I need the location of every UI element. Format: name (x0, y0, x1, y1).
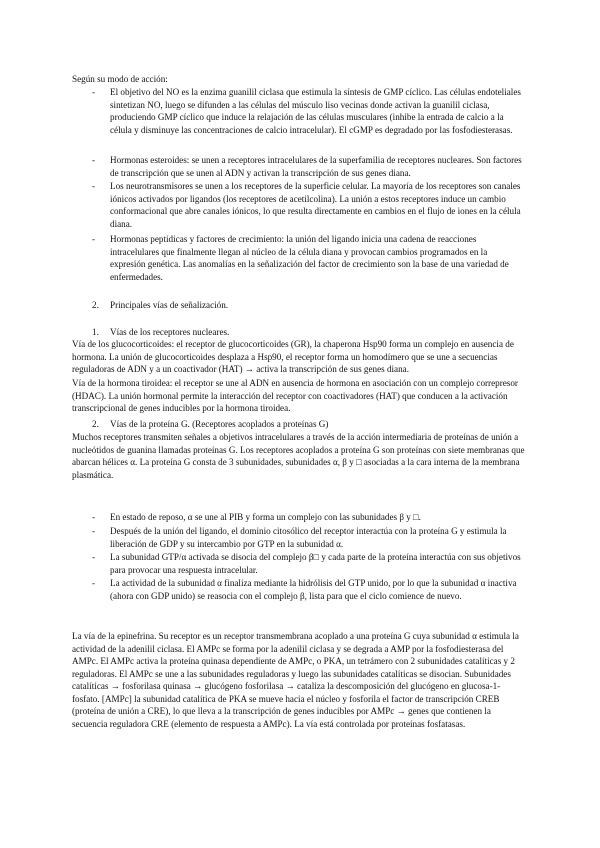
bullet-dash: - (92, 155, 96, 165)
bullet-dash: - (92, 526, 96, 536)
epinephrine-paragraph: La vía de la epinefrina. Su receptor es un receptor transmembrana acoplado a una proteína G cuya subunidad α estimula la actividad de la adenilil ciclasa. El AMPc se forma por la adenilil ciclasa y se degrada a AMP por la fosfodiesterasa del AMPc. El AMPc activa la proteína quinasa dependiente de AMPc, o PKA, un tetrámero con 2 subunidades catalíticas y 2 reguladoras. El AMPc se une a las subunidades reguladoras y luego las subunidades catalíticas se disocian. Subunidades catalíticas → fosforilasa quinasa → glucógeno fosforilasa → cataliza la descomposición del glucógeno en glucosa-1-fosfato. [AMPc] la subunidad catalítica de PKA se mueve hacia el núcleo y fosforila el factor de transcripción CREB (proteína de unión a CRE), lo que lleva a la transcripción de genes inducibles por AMPc → genes que contienen la secuencia reguladora CRE (elemento de respuesta a AMPc). La vía está controlada por proteínas fosfatasas. (72, 631, 519, 729)
subsection-title: Vías de la proteína G. (Receptores acoplados a proteínas G) (110, 419, 329, 429)
section-number: 2. (92, 300, 99, 310)
list-item: El objetivo del NO es la enzima guanilil ciclasa que estimula la síntesis de GMP cíclico. Las células endoteliales sintetizan NO, luego se difunden a las células del músculo liso vecinas donde activan la guanilil ciclasa, produciendo GMP cíclico que induce la relajación de las células musculares (inhibe la entrada de calcio a la célula y disminuye las concentraciones de calcio intracelular). El cGMP es degradado por las fosfodiesterasas. (110, 87, 521, 135)
bullet-dash: - (92, 512, 96, 522)
glucocorticoid-paragraph: Vía de los glucocorticoides: el receptor de glucocorticoides (GR), la chaperona Hsp90 forma un complejo en ausencia de hormona. La unión de glucocorticoides desplaza a Hsp90, el receptor forma un homodímero que se une a secuencias reguladoras de ADN y a un coactivador (HAT) → activa la transcripción de sus genes diana. (72, 339, 514, 374)
bullet-dash: - (92, 87, 96, 97)
subsection-number: 2. (92, 419, 99, 429)
subsection-title: Vías de los receptores nucleares. (110, 327, 230, 337)
thyroid-paragraph: Vía de la hormona tiroidea: el receptor se une al ADN en ausencia de hormona en asociación con un complejo correpresor (HDAC). La unión hormonal permite la interacción del receptor con coactivadores (HAT) que conducen a la activación transcripcional de genes inducibles por la hormona tiroidea. (72, 378, 518, 413)
list-item: En estado de reposo, α se une al PIB y forma un complejo con las subunidades β y □. (110, 512, 421, 522)
bullet-dash: - (92, 181, 96, 191)
list-item: Después de la unión del ligando, el dominio citosólico del receptor interactúa con la proteína G y estimula la liberación de GDP y su intercambio por GTP en la subunidad α. (110, 526, 507, 549)
list-item: Los neurotransmisores se unen a los receptores de la superficie celular. La mayoría de los receptores son canales iónicos activados por ligandos (los receptores de acetilcolina). La unión a estos receptores induce un cambio conformacional que abre canales iónicos, lo que resulta directamente en cambios en el flujo de iones en la célula diana. (110, 181, 521, 229)
section-title: Principales vías de señalización. (110, 300, 229, 310)
bullet-dash: - (92, 578, 96, 588)
bullet-dash: - (92, 552, 96, 562)
list-item: Hormonas peptídicas y factores de crecimiento: la unión del ligando inicia una cadena de reacciones intracelulares que finalmente llegan al núcleo de la célula diana y provocan cambios programados en la expresión genética. Las anomalías en la señalización del factor de crecimiento son la base de una variedad de enfermedades. (110, 234, 509, 282)
intro-text: Según su modo de acción: (72, 74, 168, 84)
list-item: La subunidad GTP/α activada se disocia del complejo β□ y cada parte de la proteína interactúa con sus objetivos para provocar una respuesta intracelular. (110, 552, 521, 575)
list-item: La actividad de la subunidad α finaliza mediante la hidrólisis del GTP unido, por lo que la subunidad α inactiva (ahora con GDP unido) se reasocia con el complejo β, lista para que el ciclo comience de nuevo. (110, 578, 517, 601)
bullet-dash: - (92, 234, 96, 244)
g-protein-paragraph: Muchos receptores transmiten señales a objetivos intracelulares a través de la acción intermediaria de proteínas de unión a nucleótidos de guanina llamadas proteínas G. Los receptores acoplados a proteína G son proteínas con siete membranas que abarcan hélices α. La proteína G consta de 3 subunidades, subunidades α, β y □ asociadas a la cara interna de la membrana plasmática. (72, 432, 525, 480)
subsection-number: 1. (92, 327, 99, 337)
list-item: Hormonas esteroides: se unen a receptores intracelulares de la superfamilia de receptores nucleares. Son factores de transcripción que se unen al ADN y activan la transcripción de sus genes diana. (110, 155, 522, 178)
